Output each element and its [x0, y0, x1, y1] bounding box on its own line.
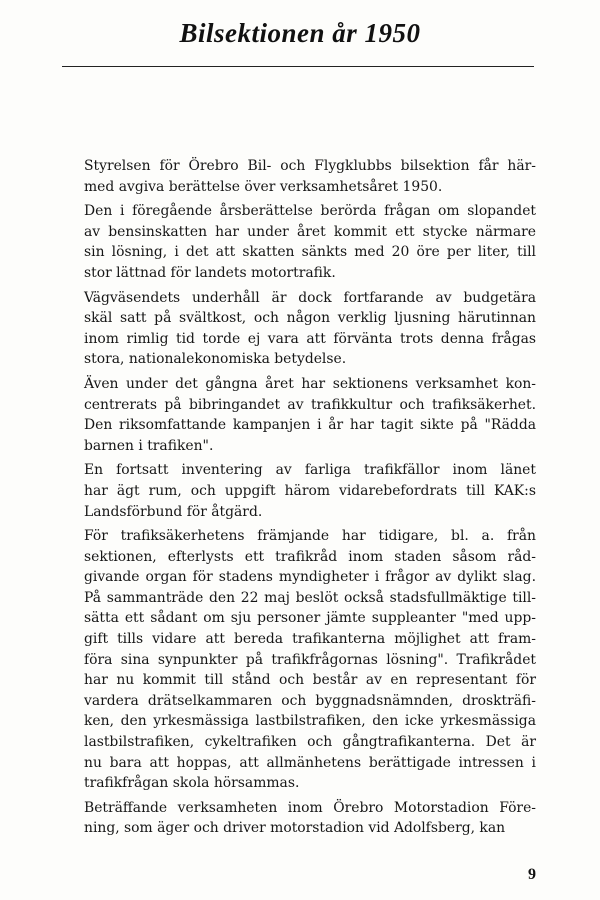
paragraph [84, 156, 536, 197]
text-line: har ägt rum, och uppgift härom vidarebefordrats till KAK:s [84, 482, 536, 499]
body-text [84, 156, 536, 839]
paragraph [84, 526, 536, 794]
text-line: Beträffande verksamheten inom Örebro Motorstadion Före- [84, 799, 536, 816]
text-line: av bensinskatten har under året kommit ett stycke närmare [84, 223, 536, 240]
text-line: På sammanträde den 22 maj beslöt också stadsfullmäktige till- [84, 589, 536, 606]
text-line: ken, den yrkesmässiga lastbilstrafiken, den icke yrkesmässiga [84, 713, 536, 730]
text-line: gift tills vidare att bereda trafikanterna möjlighet att fram- [84, 631, 536, 648]
text-line: barnen i trafiken". [84, 437, 214, 454]
paragraph [84, 460, 536, 522]
page-number: 9 [528, 866, 536, 883]
paragraph [84, 374, 536, 456]
text-line: Styrelsen för Örebro Bil- och Flygklubbs bilsektion får här- [84, 158, 536, 174]
text-line: stor lättnad för landets motortrafik. [84, 264, 336, 281]
text-line: lastbilstrafiken, cykeltrafiken och gångtrafikanterna. Det är [84, 734, 536, 751]
text-line: sektionen, efterlysts ett trafikråd inom staden såsom råd- [84, 548, 536, 565]
text-line: vardera drätselkammaren och byggnadsnämnden, droskträfi- [84, 692, 536, 709]
text-line: Landsförbund för åtgärd. [84, 503, 263, 520]
page-title: Bilsektionen år 1950 [179, 18, 421, 48]
text-line: inom rimlig tid torde ej vara att förvänta trots denna frågas [84, 330, 536, 347]
title-rule [62, 66, 534, 67]
text-line: föra sina synpunkter på trafikfrågornas lösning". Trafikrådet [84, 651, 536, 668]
text-line: Den riksomfattande kampanjen i år har tagit sikte på "Rädda [84, 417, 536, 434]
text-line: centrerats på bibringandet av trafikkultur och trafiksäkerhet. [84, 396, 536, 413]
text-line: Vägväsendets underhåll är dock fortfarande av budgetära [84, 289, 536, 306]
text-line: stora, nationalekonomiska betydelse. [84, 351, 347, 368]
paragraph [84, 798, 536, 839]
text-line: sätta ett sådant om sju personer jämte suppleanter "med upp- [84, 610, 536, 627]
text-line: ning, som äger och driver motorstadion vid Adolfsberg, kan [84, 820, 506, 837]
text-line: med avgiva berättelse över verksamhetsåret 1950. [84, 178, 443, 195]
text-line: En fortsatt inventering av farliga trafikfällor inom länet [84, 462, 536, 479]
text-line: givande organ för stadens myndigheter i frågor av dylikt slag. [84, 569, 536, 586]
text-line: skäl satt på svältkost, och någon verklig ljusning härutinnan [84, 310, 536, 327]
text-line: nu bara att hoppas, att allmänhetens berättigade intressen i [84, 754, 536, 771]
text-line: sin lösning, i det att skatten sänkts med 20 öre per liter, till [84, 244, 536, 261]
text-line: har nu kommit till stånd och består av en representant för [84, 672, 536, 689]
text-line: För trafiksäkerhetens främjande har tidigare, bl. a. från [84, 528, 536, 545]
paragraph [84, 201, 536, 283]
text-line: Den i föregående årsberättelse berörda frågan om slopandet [84, 203, 536, 220]
paragraph [84, 288, 536, 370]
text-line: trafikfrågan skola hörsammas. [84, 775, 300, 792]
text-line: Även under det gångna året har sektionens verksamhet kon- [84, 375, 536, 392]
